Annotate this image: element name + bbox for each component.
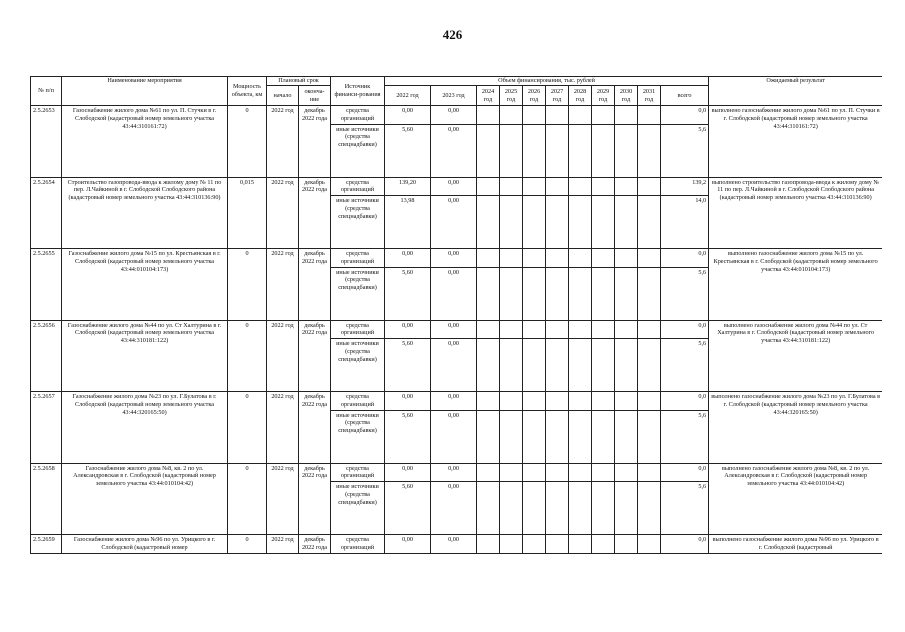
row-num: 2.5.2659 xyxy=(31,535,62,554)
value-2024 xyxy=(477,392,500,411)
row-start: 2022 год xyxy=(267,177,299,249)
value-2031 xyxy=(638,267,661,320)
value-2030 xyxy=(615,410,638,463)
value-2025 xyxy=(500,535,523,554)
table-row xyxy=(31,535,883,554)
value-2031 xyxy=(638,196,661,249)
value-2027 xyxy=(546,482,569,535)
value-2023: 0,00 xyxy=(431,339,477,392)
value-2030 xyxy=(615,339,638,392)
value-2022: 5,60 xyxy=(385,124,431,177)
value-2030 xyxy=(615,482,638,535)
row-num: 2.5.2657 xyxy=(31,392,62,464)
row-result: выполнено газоснабжение жилого дома №44 по ул. Ст Халтурина в г. Слободской (кадастровый номер земельного участка 43:44:310181:122) xyxy=(709,320,882,392)
header-source: Источник финанси-рования xyxy=(331,77,385,106)
value-2026 xyxy=(523,339,546,392)
value-2022: 0,00 xyxy=(385,320,431,339)
value-2031 xyxy=(638,124,661,177)
value-2024 xyxy=(477,410,500,463)
value-2024 xyxy=(477,482,500,535)
value-2030 xyxy=(615,177,638,196)
header-name: Наименование мероприятия xyxy=(62,77,228,106)
value-2028 xyxy=(569,410,592,463)
value-total: 5,6 xyxy=(661,482,709,535)
row-name: Газоснабжение жилого дома №96 по ул. Урицкого в г. Слободской (кадастровый номер xyxy=(62,535,228,554)
value-2025 xyxy=(500,267,523,320)
value-2027 xyxy=(546,106,569,125)
value-2030 xyxy=(615,535,638,554)
value-2025 xyxy=(500,124,523,177)
value-2024 xyxy=(477,267,500,320)
row-result: выполнено газоснабжение жилого дома №15 по ул. Крестьянская в г. Слободской (кадастровый номер земельного участка 43:44:010104:173) xyxy=(709,249,882,321)
value-2031 xyxy=(638,339,661,392)
value-2027 xyxy=(546,267,569,320)
source-label: средства организаций xyxy=(331,392,385,411)
row-start: 2022 год xyxy=(267,249,299,321)
value-2028 xyxy=(569,124,592,177)
value-total: 5,6 xyxy=(661,267,709,320)
value-2022: 5,60 xyxy=(385,339,431,392)
value-2026 xyxy=(523,249,546,268)
source-label: иные источники (средства спецнадбавки) xyxy=(331,482,385,535)
value-2027 xyxy=(546,339,569,392)
value-total: 0,0 xyxy=(661,392,709,411)
row-name: Газоснабжение жилого дома №44 по ул. Ст Халтурина в г. Слободской (кадастровый номер земельного участка 43:44:310181:122) xyxy=(62,320,228,392)
row-capacity: 0 xyxy=(228,535,267,554)
row-capacity: 0 xyxy=(228,320,267,392)
value-2023: 0,00 xyxy=(431,535,477,554)
row-start: 2022 год xyxy=(267,320,299,392)
value-2028 xyxy=(569,267,592,320)
value-2028 xyxy=(569,392,592,411)
value-total: 5,6 xyxy=(661,339,709,392)
source-label: иные источники (средства спецнадбавки) xyxy=(331,410,385,463)
row-end: декабрь 2022 года xyxy=(299,535,331,554)
table-row xyxy=(31,177,883,196)
value-2027 xyxy=(546,535,569,554)
row-result: выполнено газоснабжение жилого дома №23 по ул. Г.Булатова в г. Слободской (кадастровый номер земельного участка 43:44:320165:50) xyxy=(709,392,882,464)
header-result: Ожидаемый результат xyxy=(709,77,882,106)
value-total: 5,6 xyxy=(661,410,709,463)
table-body xyxy=(31,106,883,554)
row-name: Газоснабжение жилого дома №23 по ул. Г.Булатова в г. Слободской (кадастровый номер земельного участка 43:44:320165:50) xyxy=(62,392,228,464)
table-header xyxy=(31,77,883,106)
row-result: выполнено газоснабжение жилого дома №96 по ул. Урицкого в г. Слободской (кадастровый xyxy=(709,535,882,554)
source-label: средства организаций xyxy=(331,320,385,339)
value-2026 xyxy=(523,320,546,339)
value-2026 xyxy=(523,177,546,196)
value-2028 xyxy=(569,535,592,554)
value-2023: 0,00 xyxy=(431,196,477,249)
header-capacity: Мощность объекта, км xyxy=(228,77,267,106)
value-2029 xyxy=(592,535,615,554)
value-2026 xyxy=(523,124,546,177)
value-2022: 5,60 xyxy=(385,410,431,463)
value-2028 xyxy=(569,482,592,535)
value-2029 xyxy=(592,392,615,411)
header-year-2022: 2022 год xyxy=(385,86,431,106)
row-capacity: 0 xyxy=(228,392,267,464)
header-volume: Объем финансирования, тыс. рублей xyxy=(385,77,709,86)
value-2029 xyxy=(592,177,615,196)
table-row xyxy=(31,392,883,411)
value-2028 xyxy=(569,106,592,125)
value-2024 xyxy=(477,249,500,268)
source-label: средства организаций xyxy=(331,463,385,482)
value-2029 xyxy=(592,124,615,177)
row-start: 2022 год xyxy=(267,463,299,535)
value-2024 xyxy=(477,535,500,554)
value-2022: 0,00 xyxy=(385,535,431,554)
value-2030 xyxy=(615,196,638,249)
value-total: 0,0 xyxy=(661,535,709,554)
source-label: средства организаций xyxy=(331,177,385,196)
row-name: Газоснабжение жилого дома №61 по ул. П. Стучки в г. Слободской (кадастровый номер земельного участка 43:44:310161:72) xyxy=(62,106,228,178)
source-label: средства организаций xyxy=(331,249,385,268)
value-2023: 0,00 xyxy=(431,106,477,125)
value-2024 xyxy=(477,463,500,482)
value-2031 xyxy=(638,320,661,339)
header-year-2025: 2025 год xyxy=(500,86,523,106)
row-num: 2.5.2654 xyxy=(31,177,62,249)
value-2031 xyxy=(638,249,661,268)
value-2024 xyxy=(477,320,500,339)
value-2023: 0,00 xyxy=(431,410,477,463)
value-2026 xyxy=(523,196,546,249)
value-2026 xyxy=(523,535,546,554)
row-end: декабрь 2022 года xyxy=(299,106,331,178)
value-2030 xyxy=(615,267,638,320)
value-2023: 0,00 xyxy=(431,124,477,177)
row-num: 2.5.2653 xyxy=(31,106,62,178)
value-2026 xyxy=(523,267,546,320)
header-total: всего xyxy=(661,86,709,106)
value-2028 xyxy=(569,339,592,392)
value-2028 xyxy=(569,177,592,196)
value-2022: 139,20 xyxy=(385,177,431,196)
value-2022: 5,60 xyxy=(385,482,431,535)
row-num: 2.5.2656 xyxy=(31,320,62,392)
source-label: средства организаций xyxy=(331,535,385,554)
value-2029 xyxy=(592,463,615,482)
value-2022: 0,00 xyxy=(385,249,431,268)
header-year-2029: 2029 год xyxy=(592,86,615,106)
value-2027 xyxy=(546,124,569,177)
value-2028 xyxy=(569,196,592,249)
table-row xyxy=(31,463,883,482)
value-2031 xyxy=(638,106,661,125)
value-2029 xyxy=(592,196,615,249)
value-2031 xyxy=(638,535,661,554)
value-2022: 0,00 xyxy=(385,392,431,411)
value-2030 xyxy=(615,320,638,339)
value-2028 xyxy=(569,320,592,339)
value-2027 xyxy=(546,410,569,463)
value-2029 xyxy=(592,410,615,463)
value-2031 xyxy=(638,482,661,535)
value-2026 xyxy=(523,482,546,535)
value-2022: 13,98 xyxy=(385,196,431,249)
value-2023: 0,00 xyxy=(431,249,477,268)
value-2026 xyxy=(523,463,546,482)
value-2025 xyxy=(500,482,523,535)
value-2025 xyxy=(500,196,523,249)
value-total: 0,0 xyxy=(661,106,709,125)
value-2022: 0,00 xyxy=(385,106,431,125)
header-num: № п/п xyxy=(31,77,62,106)
value-2027 xyxy=(546,320,569,339)
row-name: Строительство газопровода-ввода к жилому дому № 11 по пер. Л.Чайкиной в г. Слободской Слободского района (кадастровый номер земельного участка 43:44:310136:90) xyxy=(62,177,228,249)
value-total: 5,6 xyxy=(661,124,709,177)
value-2027 xyxy=(546,392,569,411)
row-end: декабрь 2022 года xyxy=(299,463,331,535)
value-2024 xyxy=(477,339,500,392)
value-2028 xyxy=(569,463,592,482)
value-2025 xyxy=(500,249,523,268)
row-num: 2.5.2658 xyxy=(31,463,62,535)
value-total: 0,0 xyxy=(661,249,709,268)
table-row xyxy=(31,320,883,339)
value-2031 xyxy=(638,463,661,482)
value-2027 xyxy=(546,249,569,268)
row-capacity: 0 xyxy=(228,106,267,178)
value-2024 xyxy=(477,124,500,177)
source-label: иные источники (средства спецнадбавки) xyxy=(331,339,385,392)
value-2029 xyxy=(592,482,615,535)
row-name: Газоснабжение жилого дома №15 по ул. Крестьянская в г. Слободской (кадастровый номер земельного участка 43:44:010104:173) xyxy=(62,249,228,321)
value-2027 xyxy=(546,196,569,249)
value-2026 xyxy=(523,410,546,463)
value-total: 139,2 xyxy=(661,177,709,196)
row-end: декабрь 2022 года xyxy=(299,249,331,321)
value-2029 xyxy=(592,339,615,392)
source-label: иные источники (средства спецнадбавки) xyxy=(331,124,385,177)
value-2023: 0,00 xyxy=(431,267,477,320)
header-year-2023: 2023 год xyxy=(431,86,477,106)
row-capacity: 0,015 xyxy=(228,177,267,249)
value-2030 xyxy=(615,124,638,177)
value-2025 xyxy=(500,410,523,463)
value-2025 xyxy=(500,106,523,125)
value-2024 xyxy=(477,177,500,196)
row-end: декабрь 2022 года xyxy=(299,392,331,464)
value-2029 xyxy=(592,249,615,268)
row-capacity: 0 xyxy=(228,249,267,321)
value-2028 xyxy=(569,249,592,268)
value-2023: 0,00 xyxy=(431,320,477,339)
value-2023: 0,00 xyxy=(431,177,477,196)
value-2025 xyxy=(500,339,523,392)
value-total: 14,0 xyxy=(661,196,709,249)
financing-table xyxy=(30,76,882,554)
value-2031 xyxy=(638,410,661,463)
header-year-2024: 2024 год xyxy=(477,86,500,106)
header-year-2028: 2028 год xyxy=(569,86,592,106)
source-label: иные источники (средства спецнадбавки) xyxy=(331,196,385,249)
value-2030 xyxy=(615,249,638,268)
value-2024 xyxy=(477,106,500,125)
header-plan-term: Плановый срок xyxy=(267,77,331,86)
value-2022: 0,00 xyxy=(385,463,431,482)
table-row xyxy=(31,106,883,125)
document-sheet xyxy=(30,76,882,566)
value-total: 0,0 xyxy=(661,320,709,339)
row-result: выполнено газоснабжение жилого дома №61 по ул. П. Стучки в г. Слободской (кадастровый номер земельного участка 43:44:310161:72) xyxy=(709,106,882,178)
row-start: 2022 год xyxy=(267,535,299,554)
value-2023: 0,00 xyxy=(431,482,477,535)
value-2030 xyxy=(615,106,638,125)
table-row xyxy=(31,249,883,268)
header-year-2031: 2031 год xyxy=(638,86,661,106)
row-name: Газоснабжение жилого дома №8, кв. 2 по ул. Александровская в г. Слободской (кадастровый номер земельного участка 43:44:010104:42) xyxy=(62,463,228,535)
value-2026 xyxy=(523,392,546,411)
value-2025 xyxy=(500,320,523,339)
value-2031 xyxy=(638,392,661,411)
header-year-2030: 2030 год xyxy=(615,86,638,106)
value-2029 xyxy=(592,106,615,125)
row-end: декабрь 2022 года xyxy=(299,177,331,249)
value-2031 xyxy=(638,177,661,196)
row-end: декабрь 2022 года xyxy=(299,320,331,392)
value-2023: 0,00 xyxy=(431,392,477,411)
header-end: оконча-ние xyxy=(299,86,331,106)
header-start: начало xyxy=(267,86,299,106)
header-year-2026: 2026 год xyxy=(523,86,546,106)
row-result: выполнено газоснабжение жилого дома №8, кв. 2 по ул. Александровская в г. Слободской (кадастровый номер земельного участка 43:44:010104:42) xyxy=(709,463,882,535)
value-2026 xyxy=(523,106,546,125)
value-2025 xyxy=(500,463,523,482)
value-2030 xyxy=(615,463,638,482)
row-start: 2022 год xyxy=(267,392,299,464)
value-2025 xyxy=(500,177,523,196)
row-num: 2.5.2655 xyxy=(31,249,62,321)
page-number: 426 xyxy=(442,27,463,42)
value-2024 xyxy=(477,196,500,249)
value-2029 xyxy=(592,267,615,320)
value-total: 0,0 xyxy=(661,463,709,482)
row-result: выполнено строительство газопровода-ввода к жилому дому № 11 по пер. Л.Чайкиной в г. Слободской Слободского района (кадастровый номер земельного участка 43:44:310136:90) xyxy=(709,177,882,249)
source-label: иные источники (средства спецнадбавки) xyxy=(331,267,385,320)
value-2029 xyxy=(592,320,615,339)
value-2027 xyxy=(546,463,569,482)
value-2023: 0,00 xyxy=(431,463,477,482)
value-2027 xyxy=(546,177,569,196)
value-2022: 5,60 xyxy=(385,267,431,320)
row-capacity: 0 xyxy=(228,463,267,535)
source-label: средства организаций xyxy=(331,106,385,125)
value-2030 xyxy=(615,392,638,411)
value-2025 xyxy=(500,392,523,411)
header-year-2027: 2027 год xyxy=(546,86,569,106)
row-start: 2022 год xyxy=(267,106,299,178)
